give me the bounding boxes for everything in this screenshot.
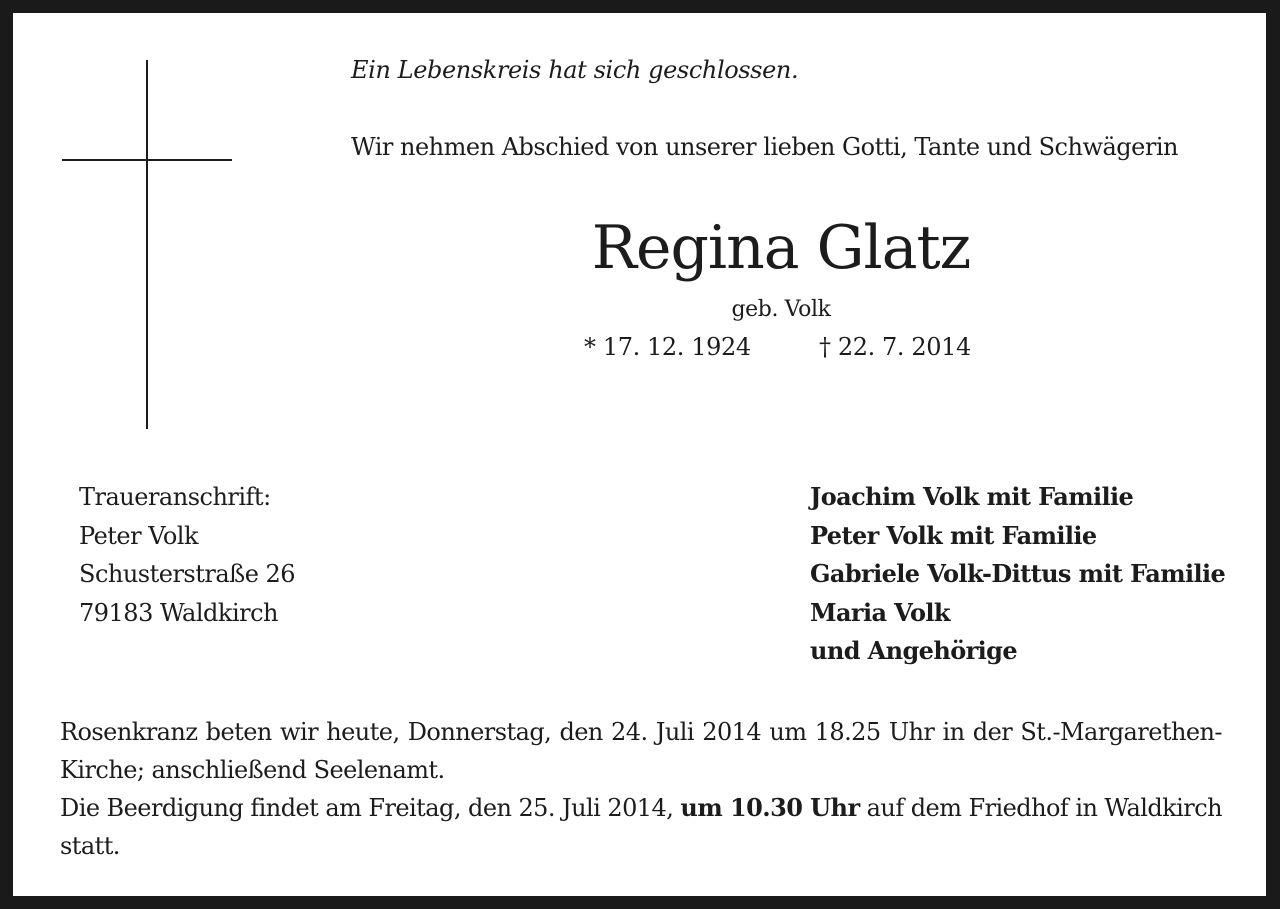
birth-date: * 17. 12. 1924 xyxy=(584,333,751,361)
burial-notice xyxy=(60,789,1222,865)
mourner-item: Maria Volk xyxy=(810,597,950,627)
obituary-notice xyxy=(13,13,1266,896)
cross-horizontal-bar xyxy=(62,159,232,161)
mourning-address xyxy=(79,478,295,632)
burial-text: auf dem Friedhof in Waldkirch statt. xyxy=(60,794,1223,860)
intro-text: Wir nehmen Abschied von unserer lieben Gotti, Tante und Schwägerin xyxy=(351,133,1178,161)
mourner-item: Gabriele Volk-Dittus mit Familie xyxy=(810,559,1226,588)
birth-name: geb. Volk xyxy=(731,297,831,322)
mourner-item: Peter Volk mit Familie xyxy=(810,520,1097,550)
address-heading: Traueranschrift: xyxy=(79,483,271,511)
death-date: † 22. 7. 2014 xyxy=(819,333,971,361)
mourner-item: Joachim Volk mit Familie xyxy=(810,482,1134,511)
address-line: 79183 Waldkirch xyxy=(79,598,278,627)
cross-vertical-bar xyxy=(146,60,148,429)
rosary-notice: Rosenkranz beten wir heute, Donnerstag, den 24. Juli 2014 um 18.25 Uhr in der St.-Margarethen-Kirche; anschließend Seelenamt. xyxy=(60,718,1222,784)
mourner-item: und Angehörige xyxy=(810,636,1018,665)
address-line: Peter Volk xyxy=(79,521,199,550)
deceased-name: Regina Glatz xyxy=(591,213,971,283)
burial-time: um 10.30 Uhr xyxy=(680,793,860,822)
motto: Ein Lebenskreis hat sich geschlossen. xyxy=(351,56,799,84)
address-line: Schusterstraße 26 xyxy=(79,560,296,588)
burial-text: Die Beerdigung findet am Freitag, den 25. Juli 2014, xyxy=(60,794,674,822)
service-notice xyxy=(60,713,1222,865)
mourners-list xyxy=(810,478,1225,671)
